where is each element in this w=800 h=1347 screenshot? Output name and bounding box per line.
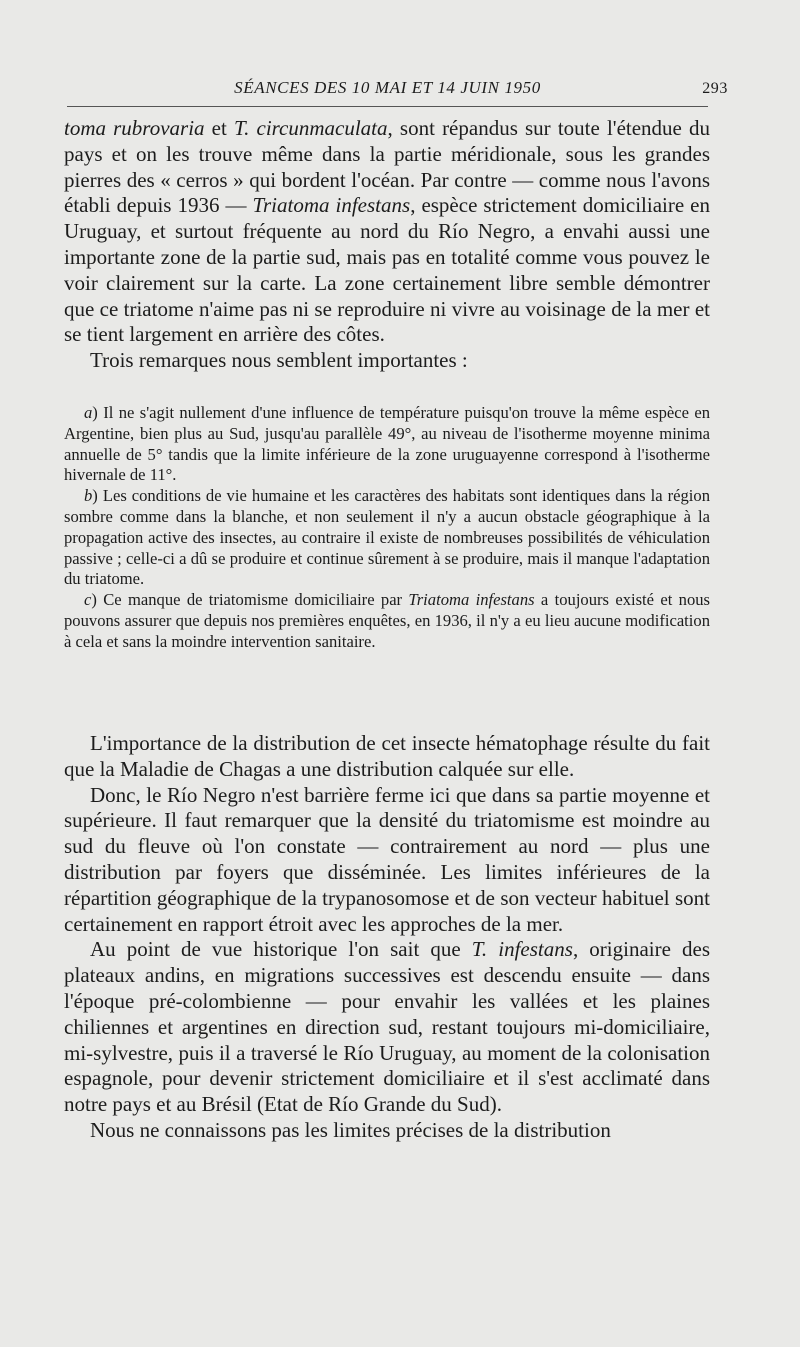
paragraph-remarks-intro: Trois remarques nous semblent importantes : [90, 348, 468, 373]
remark-label: a [84, 403, 93, 422]
text-run: , originaire des plateaux andins, en migrations successives est descendu ensuite — dans l'époque pré-colombienne — pour envahir les vallées et les plaines chiliennes et argentines en direction sud, restant toujours mi-domiciliaire, mi-sylvestre, puis il a traversé le Río Uruguay, au moment de la colonisation espagnole, pour devenir strictement domiciliaire et il s'est acclimaté dans notre pays et au Brésil (Etat de Río Grande du Sud). [64, 937, 710, 1117]
remark-text: a toujours existé et nous pouvons assurer que depuis nos premières enquêtes, en 1936, il n'y a eu lieu aucune modification à cela et sans la moindre intervention sanitaire. [64, 590, 711, 651]
remark-text: ) Les conditions de vie humaine et les caractères des habitats sont identiques dans la région sombre comme dans la blanche, et non seulement il n'y a aucun obstacle géographique à la propagation active des insectes, au contraire il existe de nombreuses possibilités de véhiculation passive ; celle-ci a dû se produire et continue sûrement à se produire, mais il manque l'adaptation du triatome. [64, 486, 710, 589]
paragraph-historical [64, 937, 710, 1118]
species-name: T. infestans [471, 937, 573, 962]
remark-label: b [84, 486, 93, 506]
remark-text: ) Il ne s'agit nullement d'une influence de température puisqu'on trouve la même espèce en Argentine, bien plus au Sud, jusqu'au parallèle 49°, au niveau de l'isotherme moyenne minima annuelle de 5° tandis que la limite inférieure de la zone uruguayenne correspond à l'isotherme hivernale de 11°. [64, 403, 710, 485]
remark-label: c [84, 590, 92, 610]
header-rule [67, 106, 708, 107]
closing-section [64, 731, 710, 1144]
species-name: Triatoma infestans [408, 590, 535, 610]
page-header [67, 76, 728, 102]
species-name: Triatoma infestans [252, 193, 411, 218]
page-number: 293 [702, 80, 728, 97]
remarks-list [64, 403, 710, 653]
opening-section [64, 116, 710, 374]
remark-c [64, 590, 710, 652]
remark-text: ) Ce manque de triatomisme domiciliaire par [91, 590, 409, 610]
species-name: T. circunmaculata [233, 116, 388, 140]
running-title: SÉANCES DES 10 MAI ET 14 JUIN 1950 [234, 78, 541, 97]
text-run: et [204, 116, 234, 140]
text-run: , sont répandus sur toute l'étendue du pays et on les trouve même dans la partie méridionale, sous les grandes pierres des « cerros » qui bordent l'océan. Par contre — comme nous l'avons établi depuis 1936 — [64, 116, 710, 218]
paragraph-importance: L'importance de la distribution de cet insecte hématophage résulte du fait que la Maladie de Chagas a une distribution calquée sur elle. [64, 731, 710, 781]
paragraph-rio-negro: Donc, le Río Negro n'est barrière ferme ici que dans sa partie moyenne et supérieure. Il faut remarquer que la densité du triatomisme est moindre au sud du fleuve où l'on constate — contrairement au nord — plus une distribution par foyers que disséminée. Les limites inférieures de la répartition géographique de la trypanosomose et de son vecteur habituel sont certainement en rapport étroit avec les approches de la mer. [64, 782, 710, 936]
text-run: , espèce strictement domiciliaire en Uruguay, et surtout fréquente au nord du Río Negro, a envahi aussi une importante zone de la partie sud, mais pas en totalité comme vous pouvez le voir clairement sur la carte. La zone certainement libre semble démontrer que ce triatome n'aime pas ni se reproduire ni vivre au voisinage de la mer et se tient largement en arrière des côtes. [64, 193, 710, 347]
paragraph-limits: Nous ne connaissons pas les limites précises de la distribution [90, 1117, 611, 1142]
text-run: Au point de vue historique l'on sait que [90, 937, 472, 962]
paragraph-continued [64, 116, 710, 348]
species-name: toma rubrovaria [64, 116, 205, 140]
remark-b [64, 486, 710, 590]
remark-a [64, 403, 710, 486]
